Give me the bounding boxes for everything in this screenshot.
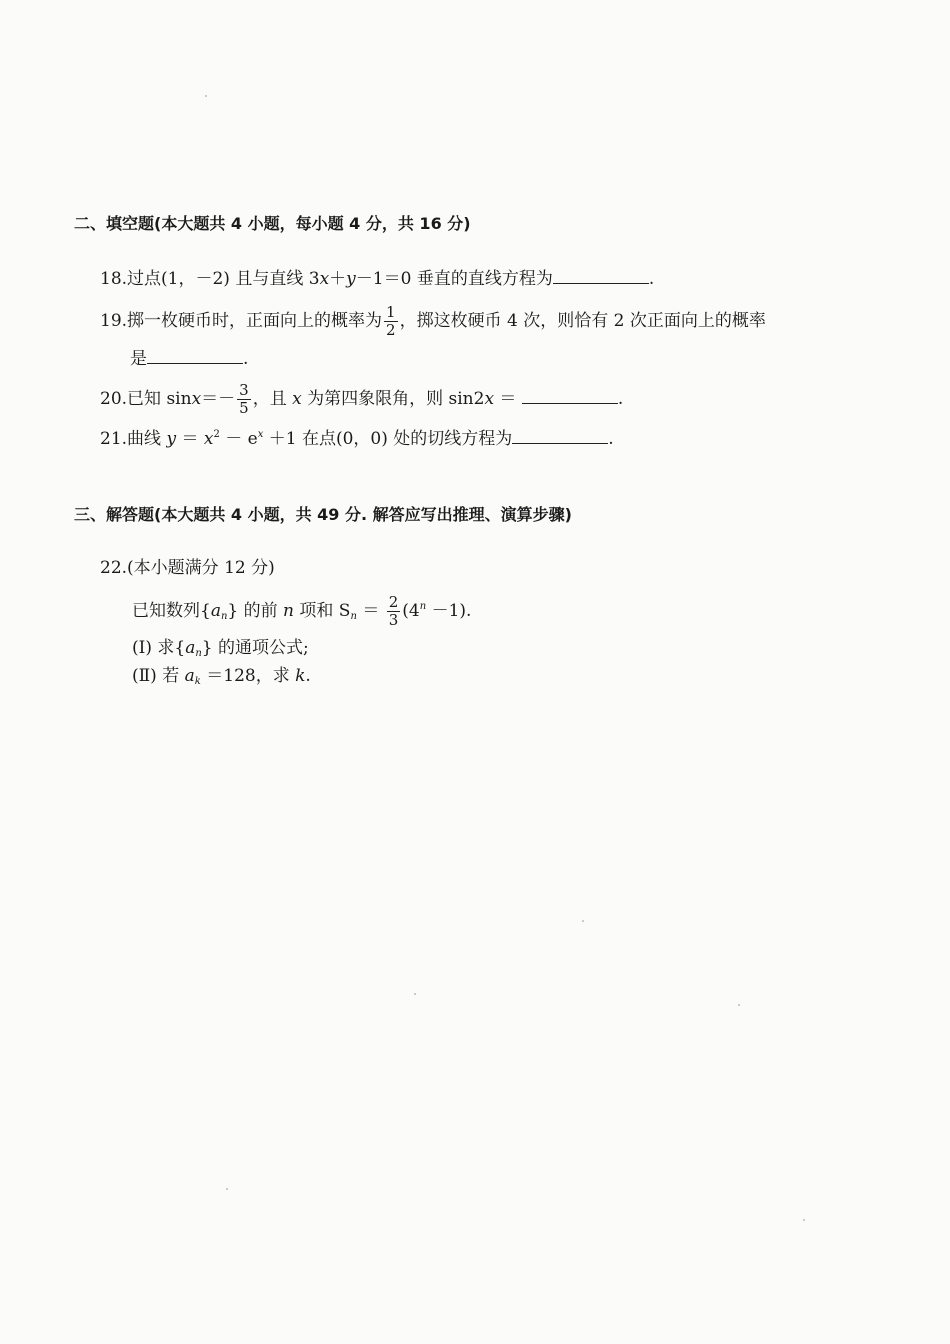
- question-19: 19.掷一枚硬币时，正面向上的概率为 $\frac{1}{2}$ ，掷这枚硬币 4 次，则恰有 2 次正面向上的概率: [100, 303, 766, 339]
- question-22-part-1: (Ⅰ) 求$\{a_n\}$ 的通项公式;: [132, 638, 309, 659]
- question-20: 20.已知 sinx＝－ $\frac{3}{5}$ ，且 x 为第四象限角，则 sin2x ＝ .: [100, 381, 624, 417]
- question-number: 22.: [100, 558, 128, 578]
- score-note: (本小题满分 12 分): [127, 558, 275, 578]
- question-number: 18.: [100, 269, 128, 289]
- question-19-continued: 是 .: [130, 346, 248, 371]
- scan-speck: [205, 95, 207, 97]
- answer-blank[interactable]: [512, 426, 608, 444]
- question-22-part-2: (Ⅱ) 若 $a_k =128$，求 k.: [132, 666, 311, 687]
- fraction: $\frac{3}{5}$: [239, 381, 249, 417]
- question-number: 20.: [100, 389, 128, 409]
- question-18: 18.过点(1，－2) 且与直线 3x＋y－1＝0 垂直的直线方程为 .: [100, 266, 654, 291]
- section-3-header: 三、解答题(本大题共 4 小题，共 49 分. 解答应写出推理、演算步骤): [74, 505, 572, 524]
- answer-blank[interactable]: [147, 346, 243, 364]
- fraction: $\frac{1}{2}$: [386, 303, 396, 339]
- question-22: [100, 556, 275, 580]
- question-number: 19.: [100, 311, 128, 331]
- question-22-stem: 已知数列$\{a_n\}$ 的前 n 项和 $S_n$ ＝ $\frac{2}{3}$ $(4^n -1)$.: [132, 593, 472, 629]
- scan-speck: [226, 1188, 228, 1190]
- scan-speck: [738, 1004, 740, 1006]
- scan-speck: [803, 1219, 805, 1221]
- scan-speck: [582, 920, 584, 922]
- answer-blank[interactable]: [522, 386, 618, 404]
- question-number: 21.: [100, 429, 128, 449]
- answer-blank[interactable]: [553, 266, 649, 284]
- section-2-header: 二、填空题(本大题共 4 小题，每小题 4 分，共 16 分): [74, 214, 471, 233]
- scan-speck: [414, 993, 416, 995]
- fraction: $\frac{2}{3}$: [388, 593, 399, 629]
- question-21: 21.曲线 $y = x^2 - e^x +1$ 在点(0，0) 处的切线方程为 .: [100, 426, 614, 451]
